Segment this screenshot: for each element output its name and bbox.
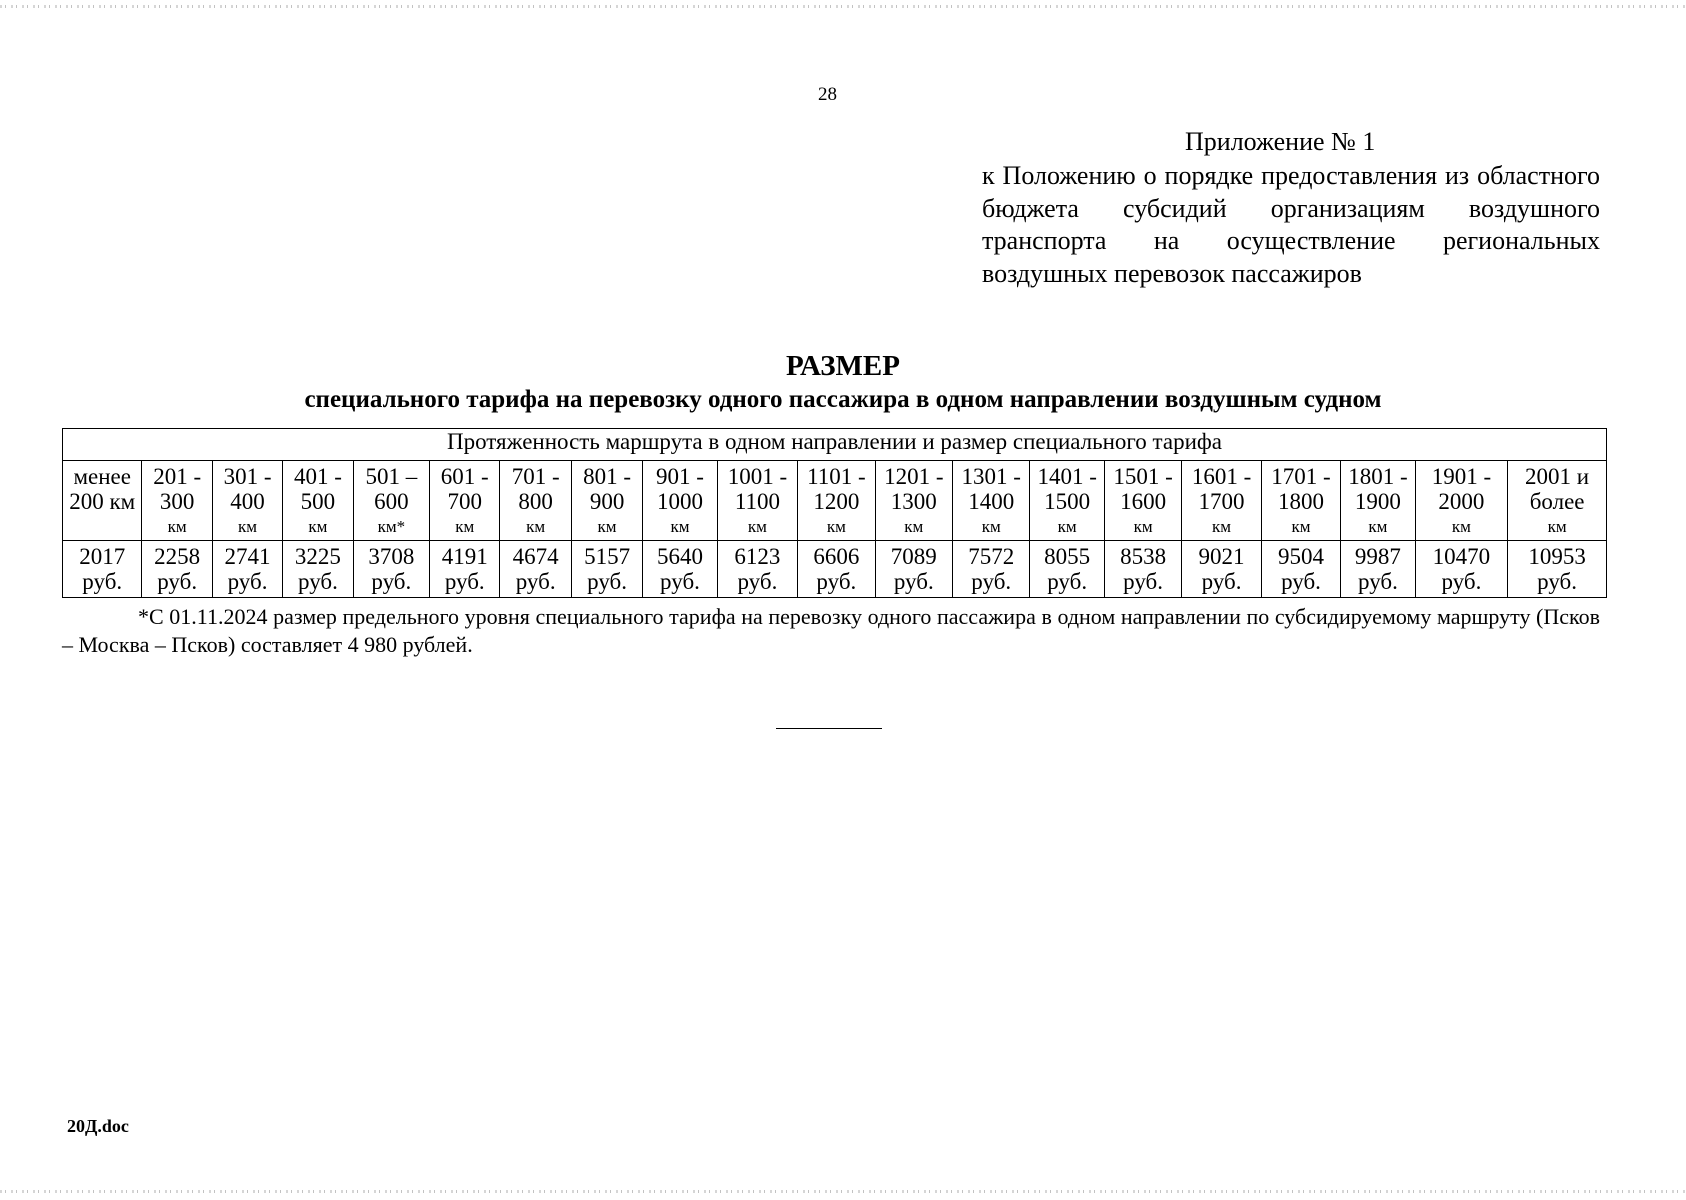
range-label: 1001 - 1100 xyxy=(727,464,788,514)
table-price-cell: 2258 руб. xyxy=(142,541,212,598)
range-label: 1201 - 1300 xyxy=(884,464,944,514)
table-price-cell: 4674 руб. xyxy=(500,541,571,598)
table-range-cell xyxy=(283,461,353,541)
range-label: 2001 и более xyxy=(1525,464,1590,514)
end-divider xyxy=(776,728,882,729)
range-unit: км xyxy=(670,517,690,536)
table-price-cell: 8538 руб. xyxy=(1104,541,1181,598)
table-range-row xyxy=(63,461,1607,541)
range-label: 601 - 700 xyxy=(440,464,489,514)
range-label: 701 - 800 xyxy=(511,464,560,514)
range-unit: км xyxy=(981,517,1001,536)
range-label: 401 - 500 xyxy=(293,464,342,514)
range-unit: км xyxy=(526,517,546,536)
table-price-cell: 5157 руб. xyxy=(571,541,642,598)
table-group-header-row xyxy=(63,429,1607,461)
table-range-cell xyxy=(717,461,797,541)
range-label: 1701 - 1800 xyxy=(1271,464,1331,514)
range-unit: км xyxy=(747,517,767,536)
range-label: менее 200 км xyxy=(69,464,136,514)
document-subheading: специального тарифа на перевозку одного пассажира в одном направлении воздушным судном xyxy=(304,386,1382,413)
appendix-title: Приложение № 1 xyxy=(1185,127,1376,156)
table-range-cell xyxy=(212,461,282,541)
table-range-cell xyxy=(798,461,875,541)
table-price-cell: 5640 руб. xyxy=(643,541,717,598)
table-price-cell: 2741 руб. xyxy=(212,541,282,598)
table-range-cell xyxy=(142,461,212,541)
range-label: 1601 - 1700 xyxy=(1191,464,1252,514)
table-range-cell xyxy=(1341,461,1415,541)
table-price-cell: 9987 руб. xyxy=(1341,541,1415,598)
range-label: 1501 - 1600 xyxy=(1113,464,1173,514)
range-unit: км xyxy=(826,517,846,536)
table-range-cell xyxy=(430,461,500,541)
range-label: 301 - 400 xyxy=(223,464,272,514)
tariff-footnote: *С 01.11.2024 размер предельного уровня специального тарифа на перевозку одного пассажира в одном направлении по субсидируемому маршруту (Псков – Москва – Псков) составляет 4 980 рублей. xyxy=(62,604,1600,657)
table-range-cell xyxy=(875,461,952,541)
table-range-cell xyxy=(353,461,429,541)
table-price-cell: 10953 руб. xyxy=(1508,541,1607,598)
table-group-header: Протяженность маршрута в одном направлении и размер специального тарифа xyxy=(63,429,1607,461)
scan-edge-bottom xyxy=(0,1190,1686,1193)
table-range-cell xyxy=(1508,461,1607,541)
table-price-cell: 7089 руб. xyxy=(875,541,952,598)
table-price-cell: 7572 руб. xyxy=(953,541,1030,598)
table-price-cell: 6123 руб. xyxy=(717,541,797,598)
range-unit: км xyxy=(1212,517,1232,536)
range-label: 801 - 900 xyxy=(583,464,632,514)
range-label: 501 – 600 xyxy=(365,464,418,514)
range-unit: км* xyxy=(377,517,406,536)
range-label: 901 - 1000 xyxy=(656,464,704,514)
range-label: 1101 - 1200 xyxy=(807,464,866,514)
table-range-cell xyxy=(1415,461,1508,541)
table-price-cell: 8055 руб. xyxy=(1030,541,1104,598)
range-label: 1401 - 1500 xyxy=(1037,464,1097,514)
page-number: 28 xyxy=(818,84,837,105)
range-unit: км xyxy=(904,517,924,536)
table-price-cell: 2017 руб. xyxy=(63,541,142,598)
range-label: 1901 - 2000 xyxy=(1431,464,1492,514)
range-unit: км xyxy=(455,517,475,536)
range-label: 201 - 300 xyxy=(153,464,202,514)
table-range-cell xyxy=(1104,461,1181,541)
table-price-cell: 3708 руб. xyxy=(353,541,429,598)
table-range-cell xyxy=(1182,461,1261,541)
table-price-cell: 10470 руб. xyxy=(1415,541,1508,598)
scan-edge-top xyxy=(0,5,1686,8)
file-name: 20Д.doc xyxy=(67,1116,129,1136)
table-price-cell: 9021 руб. xyxy=(1182,541,1261,598)
range-label: 1301 - 1400 xyxy=(961,464,1021,514)
range-unit: км xyxy=(1057,517,1077,536)
table-range-cell xyxy=(571,461,642,541)
table-range-cell xyxy=(643,461,717,541)
table-price-cell: 4191 руб. xyxy=(430,541,500,598)
table-price-row xyxy=(63,541,1607,598)
range-unit: км xyxy=(1547,517,1567,536)
range-unit: км xyxy=(238,517,258,536)
table-range-cell xyxy=(500,461,571,541)
range-unit: км xyxy=(1368,517,1388,536)
table-range-cell xyxy=(1030,461,1104,541)
range-unit: км xyxy=(1133,517,1153,536)
table-range-cell xyxy=(953,461,1030,541)
range-label: 1801 - 1900 xyxy=(1348,464,1408,514)
tariff-table xyxy=(62,428,1607,598)
appendix-text: к Положению о порядке предоставления из областного бюджета субсидий организациям воздушного транспорта на осуществление региональных воздушных перевозок пассажиров xyxy=(982,161,1600,288)
table-range-cell xyxy=(63,461,142,541)
table-price-cell: 6606 руб. xyxy=(798,541,875,598)
document-heading: РАЗМЕР xyxy=(786,350,900,382)
table-range-cell xyxy=(1261,461,1340,541)
table-price-cell: 9504 руб. xyxy=(1261,541,1340,598)
range-unit: км xyxy=(1291,517,1311,536)
range-unit: км xyxy=(1451,517,1471,536)
range-unit: км xyxy=(167,517,187,536)
table-price-cell: 3225 руб. xyxy=(283,541,353,598)
range-unit: км xyxy=(308,517,328,536)
range-unit: км xyxy=(597,517,617,536)
